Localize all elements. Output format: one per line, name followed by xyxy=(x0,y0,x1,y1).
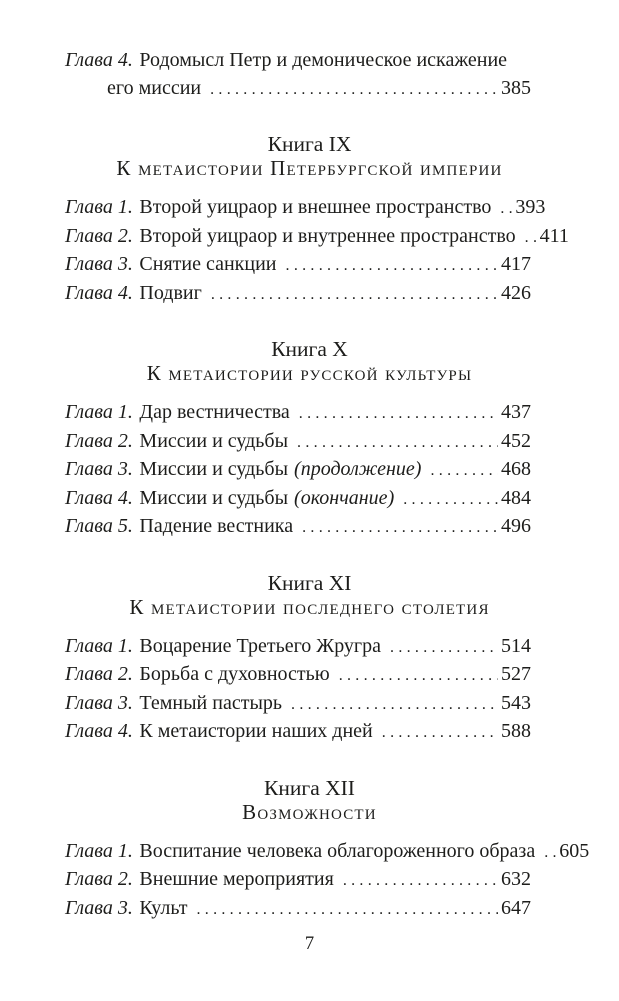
chapter-title: Родомысл Петр и демоническое искажение xyxy=(139,49,508,71)
toc-entry xyxy=(65,866,531,895)
dot-leader xyxy=(286,251,498,280)
book-name: Книга X xyxy=(271,337,348,361)
dot-leader xyxy=(211,280,498,309)
chapter-title: Дар вестничества xyxy=(139,401,290,423)
toc-entry xyxy=(65,194,546,223)
dot-leader xyxy=(403,485,498,514)
page-ref: 468 xyxy=(501,458,531,480)
chapter-title: Воцарение Третьего Жругра xyxy=(139,634,382,657)
chapter-title: Снятие санкции xyxy=(139,253,277,275)
dot-leader xyxy=(500,194,512,223)
chapter-label: Глава 2. xyxy=(65,429,133,452)
toc-entry xyxy=(65,718,531,747)
page-number: 7 xyxy=(304,934,315,954)
chapter-label: Глава 4. xyxy=(65,486,133,509)
page-ref: 426 xyxy=(501,281,531,304)
toc-entry-line1 xyxy=(65,47,531,75)
toc-entry xyxy=(65,485,531,514)
page-ref: 605 xyxy=(559,839,590,862)
chapter-label: Глава 4. xyxy=(65,281,133,304)
page-ref: 393 xyxy=(515,196,546,218)
chapter-title: Внешние мероприятия xyxy=(139,868,334,890)
page-ref: 514 xyxy=(501,634,531,657)
dot-leader xyxy=(210,75,498,104)
book-heading xyxy=(0,571,619,619)
page-ref: 417 xyxy=(501,253,531,275)
chapter-label: Глава 5. xyxy=(65,515,133,537)
dot-leader xyxy=(291,690,498,719)
book-entries xyxy=(0,633,619,747)
dot-leader xyxy=(299,399,498,428)
book-heading xyxy=(0,337,619,385)
dot-leader xyxy=(302,513,498,542)
toc-entry xyxy=(65,399,531,428)
toc-entry xyxy=(65,895,531,924)
chapter-title: К метаистории наших дней xyxy=(139,720,373,742)
dot-leader xyxy=(544,838,556,867)
page-ref: 527 xyxy=(501,663,531,685)
chapter-title: Воспитание человека облагороженного образа xyxy=(139,839,536,862)
page-ref: 484 xyxy=(501,486,531,509)
dot-leader xyxy=(430,456,498,485)
chapter-label: Глава 2. xyxy=(65,868,133,890)
toc-section-book-x xyxy=(0,337,619,542)
dot-leader xyxy=(525,223,537,252)
chapter-label: Глава 1. xyxy=(65,839,133,862)
toc-entry xyxy=(65,223,569,252)
page-ref: 632 xyxy=(501,868,531,890)
chapter-title-suffix: (окончание) xyxy=(294,486,395,509)
book-name: Книга IX xyxy=(267,132,352,156)
book-subtitle: К метаистории последнего столетия xyxy=(129,594,490,619)
toc-entry xyxy=(65,428,531,457)
toc-entry xyxy=(65,838,590,867)
toc-entry xyxy=(0,47,619,103)
chapter-label: Глава 4. xyxy=(65,49,133,71)
chapter-label: Глава 3. xyxy=(65,691,133,714)
book-subtitle: Возможности xyxy=(242,799,377,824)
dot-leader xyxy=(196,895,498,924)
chapter-label: Глава 3. xyxy=(65,458,133,480)
book-subtitle: К метаистории Петербургской империи xyxy=(116,156,503,180)
book-heading xyxy=(0,776,619,824)
toc-entry xyxy=(65,633,531,662)
toc-section-book-xi xyxy=(0,571,619,747)
chapter-title: Подвиг xyxy=(139,281,202,304)
toc-entry xyxy=(65,661,531,690)
chapter-title: Падение вестника xyxy=(139,515,294,537)
toc-entry xyxy=(65,280,531,309)
toc-entry xyxy=(65,251,531,280)
chapter-title: Второй уицраор и внутреннее пространство xyxy=(139,224,516,247)
toc-entry xyxy=(65,456,531,485)
chapter-title-suffix: (продолжение) xyxy=(294,458,422,480)
book-subtitle: К метаистории русской культуры xyxy=(146,361,473,385)
toc-section-book-xii xyxy=(0,776,619,924)
page-ref: 411 xyxy=(539,224,569,247)
toc-section-book-ix xyxy=(0,132,619,308)
book-name: Книга XII xyxy=(264,775,355,800)
toc-entry xyxy=(65,513,531,542)
page-ref: 647 xyxy=(501,896,531,919)
chapter-title: Миссии и судьбы xyxy=(139,486,289,509)
chapter-label: Глава 3. xyxy=(65,253,133,275)
page-ref: 452 xyxy=(501,429,531,452)
book-entries xyxy=(0,194,619,308)
book-name: Книга XI xyxy=(267,570,352,595)
chapter-title: Культ xyxy=(139,896,188,919)
book-entries xyxy=(0,399,619,542)
toc-entry-line2 xyxy=(65,75,531,104)
toc-entry xyxy=(65,690,531,719)
chapter-title: Миссии и судьбы xyxy=(139,429,289,452)
dot-leader xyxy=(390,633,498,662)
page-ref: 385 xyxy=(501,76,531,99)
chapter-label: Глава 2. xyxy=(65,663,133,685)
dot-leader xyxy=(382,718,498,747)
chapter-title: Второй уицраор и внешнее пространство xyxy=(139,196,492,218)
dot-leader xyxy=(343,866,498,895)
book-entries xyxy=(0,838,619,924)
page-ref: 588 xyxy=(501,720,531,742)
chapter-label: Глава 1. xyxy=(65,196,133,218)
dot-leader xyxy=(339,661,498,690)
chapter-label: Глава 4. xyxy=(65,720,133,742)
chapter-title: Темный пастырь xyxy=(139,691,283,714)
chapter-label: Глава 1. xyxy=(65,401,133,423)
page-ref: 543 xyxy=(501,691,531,714)
book-heading xyxy=(0,132,619,180)
chapter-title: Борьба с духовностью xyxy=(139,663,330,685)
chapter-label: Глава 3. xyxy=(65,896,133,919)
chapter-title: Миссии и судьбы xyxy=(139,458,289,480)
chapter-label: Глава 2. xyxy=(65,224,133,247)
page-ref: 496 xyxy=(501,515,531,537)
chapter-label: Глава 1. xyxy=(65,634,133,657)
dot-leader xyxy=(297,428,498,457)
chapter-title-continuation: его миссии xyxy=(107,76,202,99)
page-ref: 437 xyxy=(501,401,531,423)
